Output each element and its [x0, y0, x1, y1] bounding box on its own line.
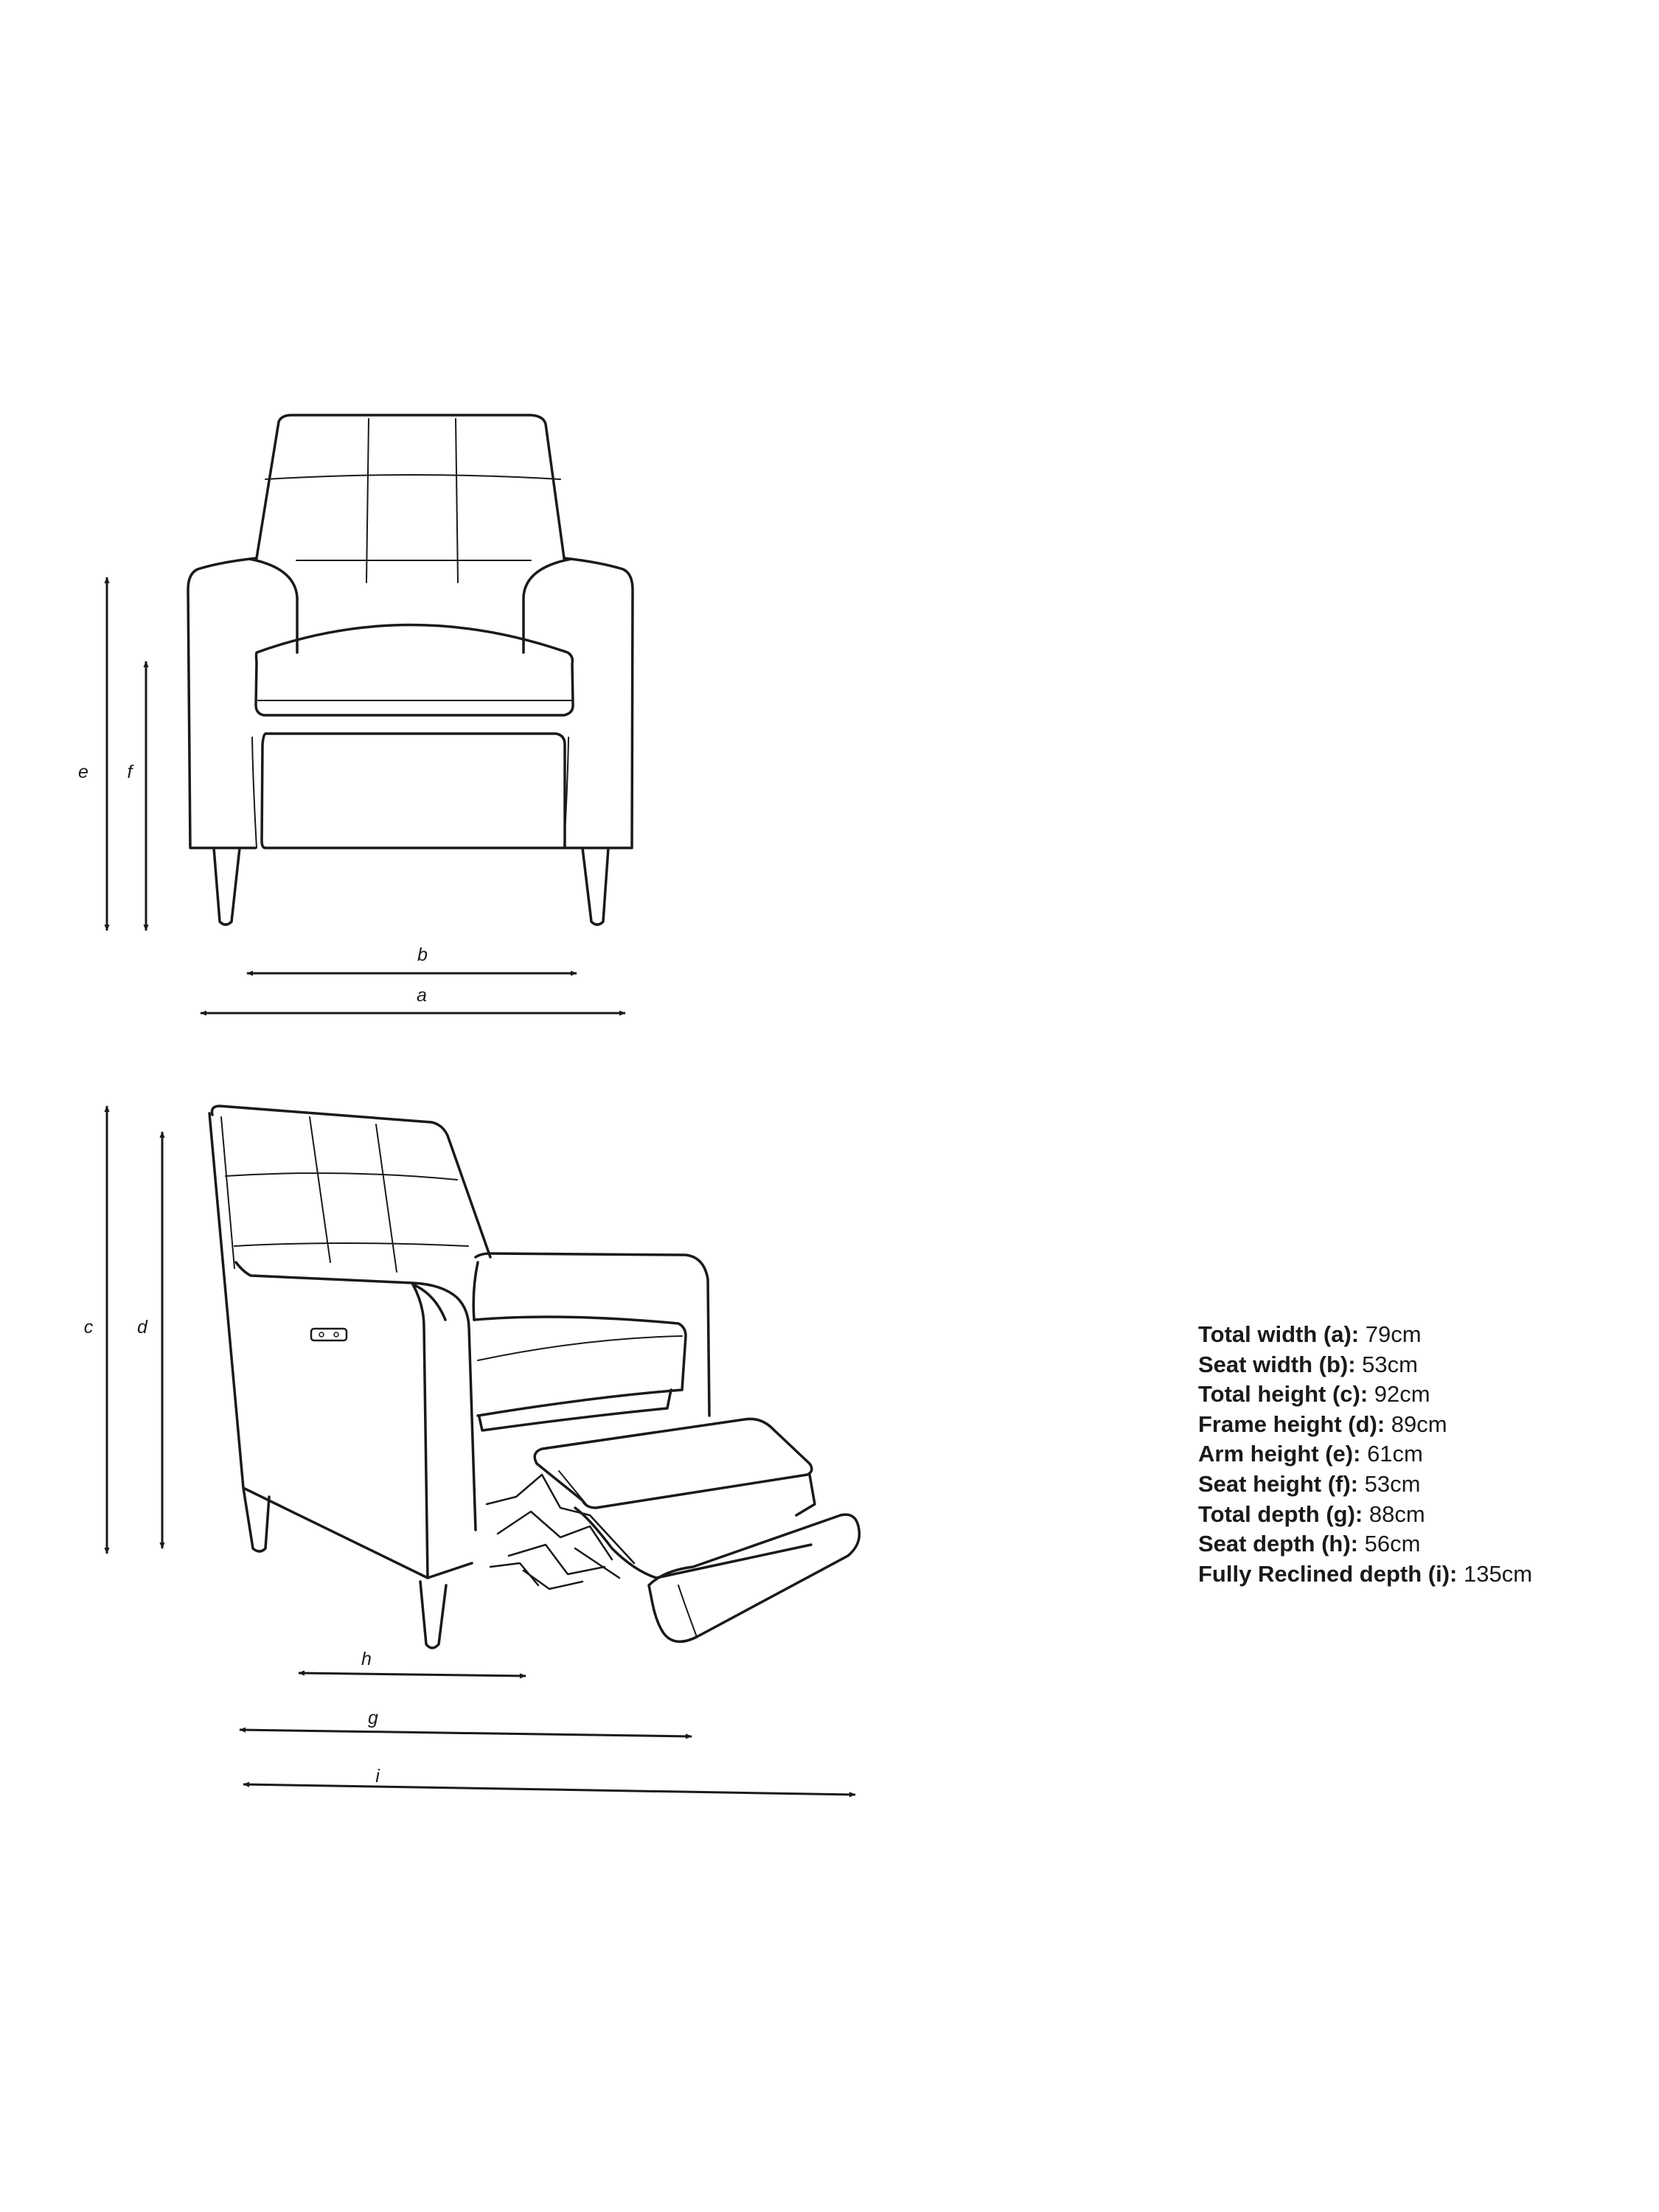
spec-label: Seat height (f): — [1198, 1470, 1358, 1497]
front-dimension-lines — [107, 577, 625, 1013]
spec-arm-height — [1198, 1439, 1641, 1470]
spec-label: Seat width (b): — [1198, 1351, 1356, 1377]
front-left-arm — [188, 558, 297, 848]
side-front-leg — [420, 1582, 446, 1648]
side-near-arm — [236, 1262, 476, 1530]
dim-g-label: g — [368, 1708, 378, 1728]
side-tufting — [226, 1117, 468, 1272]
side-near-arm-front — [413, 1284, 445, 1320]
spec-label: Seat depth (h): — [1198, 1531, 1358, 1557]
recline-mechanism — [487, 1475, 634, 1589]
spec-frame-height — [1198, 1410, 1641, 1440]
dim-a-label: a — [417, 985, 427, 1006]
front-tufting — [265, 419, 560, 582]
front-right-leg — [582, 848, 608, 925]
front-seat-cushion — [256, 625, 573, 716]
spec-value: 53cm — [1362, 1351, 1418, 1377]
side-legrest — [649, 1514, 859, 1641]
spec-value: 88cm — [1368, 1500, 1425, 1527]
dim-f-label: f — [127, 762, 133, 782]
side-backrest — [212, 1106, 490, 1257]
side-frame — [209, 1113, 472, 1578]
spec-seat-width — [1198, 1350, 1641, 1380]
spec-label: Total width (a): — [1198, 1321, 1360, 1347]
recline-control-button — [311, 1329, 347, 1340]
side-footrest — [535, 1419, 812, 1508]
spec-value: 135cm — [1463, 1560, 1533, 1587]
spec-label: Total height (c): — [1198, 1381, 1368, 1408]
spec-seat-depth — [1198, 1529, 1641, 1559]
spec-label: Total depth (g): — [1198, 1500, 1363, 1527]
spec-value: 53cm — [1364, 1470, 1421, 1497]
spec-value: 92cm — [1374, 1381, 1430, 1408]
spec-value: 56cm — [1364, 1531, 1421, 1557]
dim-e-label: e — [78, 762, 88, 782]
dim-g-line — [240, 1730, 692, 1736]
spec-label: Fully Reclined depth (i): — [1198, 1560, 1458, 1587]
spec-value: 89cm — [1391, 1411, 1447, 1437]
spec-value: 61cm — [1367, 1441, 1423, 1467]
dimension-specs — [1198, 1320, 1641, 1589]
spec-label: Arm height (e): — [1198, 1441, 1361, 1467]
front-right-arm — [524, 558, 633, 848]
chair-side-view-reclined — [209, 1106, 859, 1648]
spec-total-height — [1198, 1380, 1641, 1410]
dim-i-line — [243, 1784, 855, 1795]
front-backrest — [257, 415, 564, 558]
dim-i-label: i — [375, 1766, 380, 1787]
dim-h-label: h — [361, 1649, 372, 1669]
spec-total-depth — [1198, 1500, 1641, 1530]
dim-c-label: c — [83, 1317, 94, 1338]
front-left-leg — [214, 848, 240, 925]
spec-seat-height — [1198, 1470, 1641, 1500]
dim-b-label: b — [417, 945, 428, 965]
dim-d-label: d — [137, 1317, 147, 1338]
spec-reclined-depth — [1198, 1559, 1641, 1590]
chair-front-view — [188, 415, 633, 925]
spec-label: Frame height (d): — [1198, 1411, 1385, 1437]
spec-total-width — [1198, 1320, 1641, 1350]
side-seat-cushion — [474, 1317, 686, 1416]
spec-value: 79cm — [1365, 1321, 1422, 1347]
front-base — [262, 734, 565, 848]
dim-h-line — [299, 1673, 526, 1676]
